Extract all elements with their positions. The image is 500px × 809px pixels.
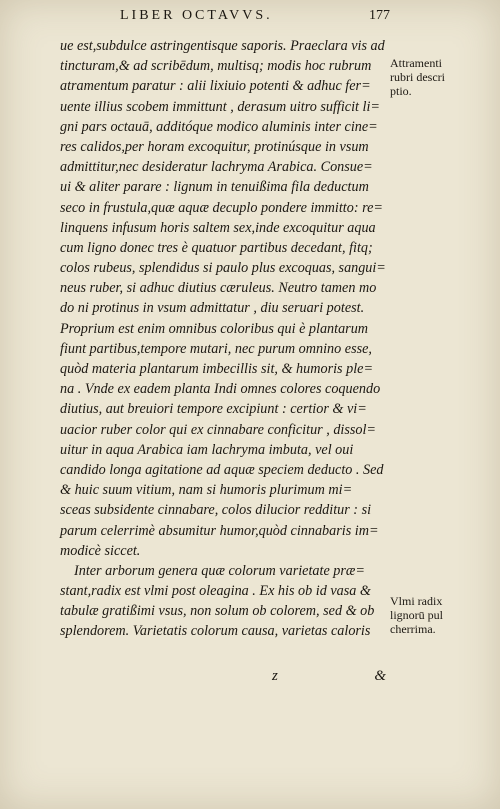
margin-note-line: cherrima. xyxy=(390,622,436,636)
text-line: linquens infusum horis saltem sex,inde excoquitur aqua xyxy=(60,219,376,236)
margin-note-line: ptio. xyxy=(390,84,412,98)
margin-note-line: lignorū pul xyxy=(390,608,443,622)
text-line: na . Vnde ex eadem planta Indi omnes colores coquendo xyxy=(60,381,381,398)
text-line: tabulæ gratißimi vsus, non solum ob colorem, sed & ob xyxy=(60,603,375,620)
text-line: atramentum paratur : alii lixiuio potenti & adhuc fer= xyxy=(60,78,371,95)
text-line: admittitur,nec desideratur lachryma Arabica. Consue= xyxy=(60,159,373,176)
page-header xyxy=(120,8,390,30)
text-line: uacior ruber color qui ex cinnabare conficitur , dissol= xyxy=(60,421,377,438)
text-line: colos rubeus, splendidus si paulo plus excoquas, sangui= xyxy=(60,260,386,277)
signature-mark: z xyxy=(272,668,278,684)
text-line: seco in frustula,quæ aquæ decuplo pondere immitto: re= xyxy=(60,199,383,216)
main-text-block xyxy=(60,36,386,642)
text-line: candido longa agitatione ad aquæ speciem deducto . Sed xyxy=(60,461,384,478)
text-line: quòd materia plantarum imbecillis sit, & humoris ple= xyxy=(60,361,374,377)
text-line: sceas subsidente cinnabare, colos dilucior redditur : si xyxy=(60,502,372,519)
text-line: diutius, aut breuiori tempore excipiunt : certior & vi= xyxy=(60,401,367,418)
text-line: fiunt partibus,tempore mutari, nec purum omnino esse, xyxy=(60,340,372,357)
margin-note-line: Attramenti xyxy=(390,56,442,70)
margin-note-atramenti xyxy=(390,56,490,98)
margin-note-line: rubri descri xyxy=(390,70,445,84)
page-number: 177 xyxy=(369,8,390,23)
text-line: tincturam,& ad scribēdum, multisq; modis hoc rubrum xyxy=(60,58,372,75)
text-line: Proprium est enim omnibus coloribus qui è plantarum xyxy=(60,320,369,337)
margin-note-line: Vlmi radix xyxy=(390,594,443,608)
margin-note-vlmi xyxy=(390,594,490,636)
text-line: modicè siccet. xyxy=(60,542,141,559)
catchword: & xyxy=(374,668,386,684)
text-line: uitur in aqua Arabica iam lachryma imbuta, vel oui xyxy=(60,441,354,458)
text-line: neus ruber, si adhuc diutius cæruleus. Neutro tamen mo xyxy=(60,280,377,297)
text-line: & huic suum vitium, nam si humoris plurimum mi= xyxy=(60,482,353,499)
page-footer xyxy=(60,668,386,692)
text-line: stant,radix est vlmi post oleagina . Ex his ob id vasa & xyxy=(60,583,371,600)
text-line: ue est,subdulce astringentisque saporis. Praeclara vis ad xyxy=(60,38,385,54)
text-line: cum ligno donec tres è quatuor partibus decedant, fitq; xyxy=(60,239,373,256)
text-line: parum celerrimè absumitur humor,quòd cinnabaris im= xyxy=(60,522,379,539)
text-line: res calidos,per horam excoquitur, protinúsque in vsum xyxy=(60,138,369,155)
text-line: ui & aliter parare : lignum in tenuißima fila deductum xyxy=(60,179,369,196)
text-line: splendorem. Varietatis colorum causa, varietas caloris xyxy=(60,623,371,640)
text-line: uente illius scobem immittunt , derasum uitro sufficit li= xyxy=(60,98,380,115)
text-line: gni pars octauā, additóque modico aluminis inter cine= xyxy=(60,118,378,135)
paragraph-start-line: Inter arborum genera quæ colorum varietate præ= xyxy=(74,562,365,579)
running-head: LIBER OCTAVVS. xyxy=(120,8,273,23)
text-line: do ni protinus in vsum admittatur , diu seruari potest. xyxy=(60,300,365,317)
